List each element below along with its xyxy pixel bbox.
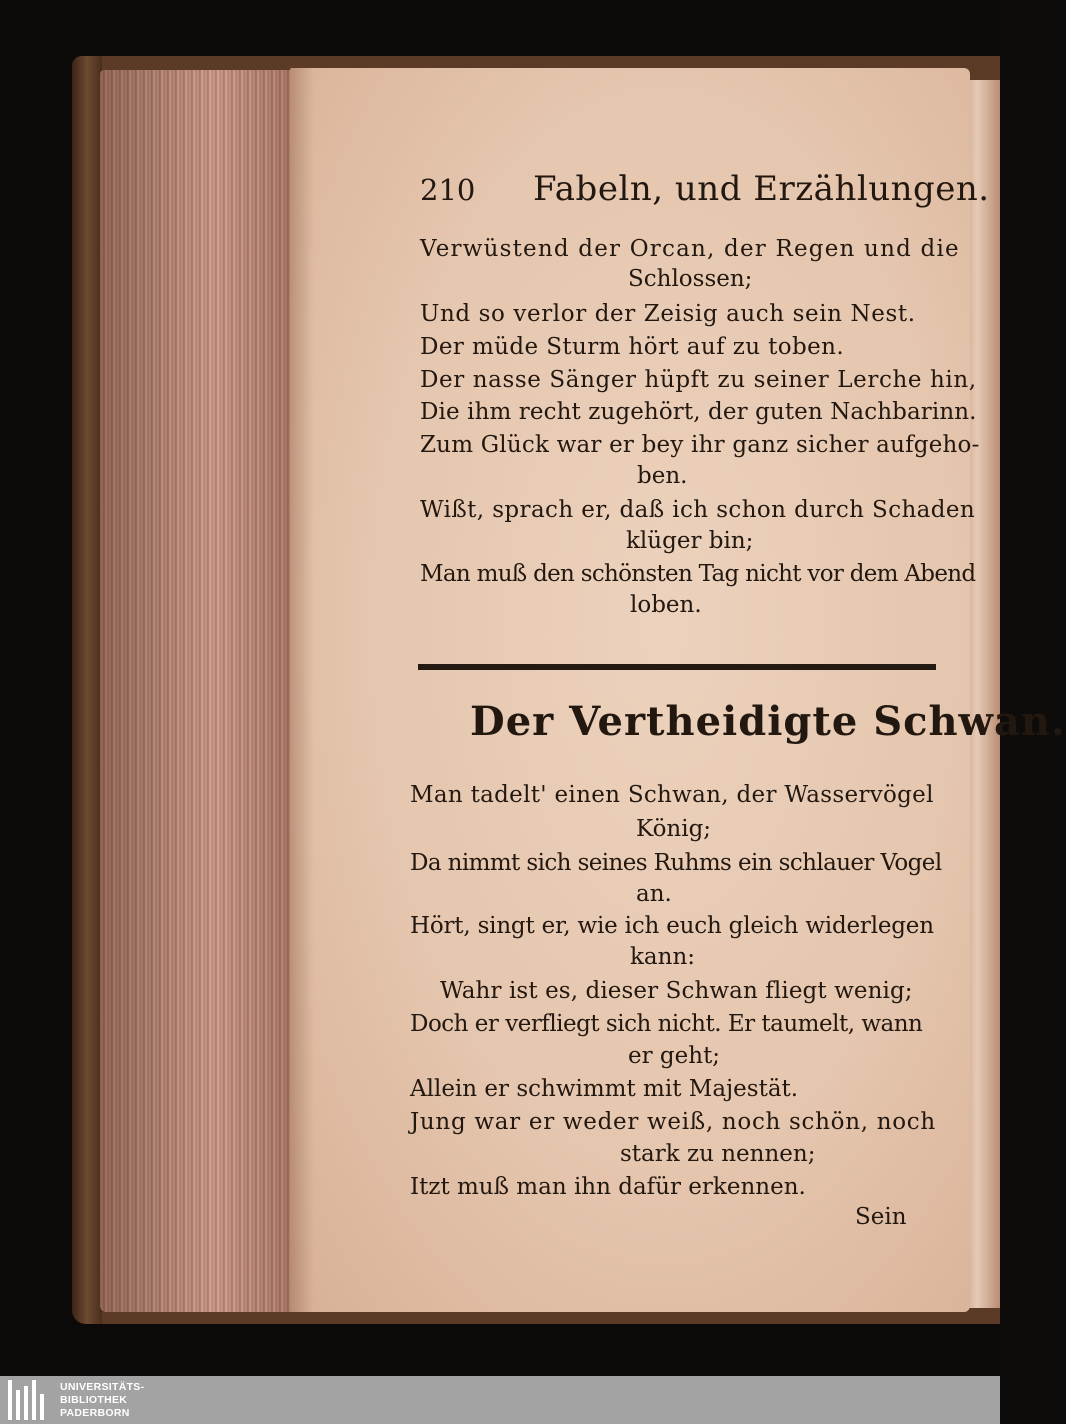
poem-line: Und so verlor der Zeisig auch sein Nest.: [420, 301, 916, 327]
catchword: Sein: [855, 1204, 907, 1230]
fable-line: Allein er schwimmt mit Majestät.: [410, 1076, 799, 1102]
fable-line: Itzt muß man ihn dafür erkennen.: [410, 1174, 806, 1200]
fable-line: kann:: [630, 944, 696, 970]
poem-line: klüger bin;: [626, 528, 754, 554]
library-name-line1: UNIVERSITÄTS-: [60, 1381, 145, 1393]
library-footer-bar: [0, 1376, 1000, 1424]
fable-line: Doch er verfliegt sich nicht. Er taumelt, wann: [410, 1011, 923, 1037]
fable-line: Jung war er weder weiß, noch schön, noch: [410, 1109, 936, 1135]
running-head: Fabeln, und Erzählungen.: [533, 169, 990, 209]
poem-line: Verwüstend der Orcan, der Regen und die: [420, 236, 960, 262]
poem-line: Wißt, sprach er, daß ich schon durch Schaden: [420, 497, 976, 523]
page-number: 210: [420, 173, 476, 207]
fable-line: Wahr ist es, dieser Schwan fliegt wenig;: [440, 978, 913, 1004]
poem-line: ben.: [637, 463, 688, 489]
page-edges: [100, 70, 292, 1312]
fable-line: an.: [636, 881, 672, 907]
poem-line: Zum Glück war er bey ihr ganz sicher aufgeho-: [420, 432, 980, 458]
fable-line: Da nimmt sich seines Ruhms ein schlauer Vogel: [410, 850, 942, 876]
section-title: Der Vertheidigte Schwan.: [470, 698, 1066, 745]
poem-line: Der nasse Sänger hüpft zu seiner Lerche hin,: [420, 367, 977, 393]
section-divider: [418, 664, 936, 670]
book-spine: [72, 56, 102, 1324]
poem-line: Schlossen;: [628, 266, 753, 292]
library-name-line2: BIBLIOTHEK: [60, 1394, 128, 1406]
poem-line: Der müde Sturm hört auf zu toben.: [420, 334, 845, 360]
fable-line: Hört, singt er, wie ich euch gleich widerlegen: [410, 913, 934, 939]
poem-line: loben.: [630, 592, 702, 618]
fable-line: er geht;: [628, 1043, 721, 1069]
fable-line: stark zu nennen;: [620, 1141, 816, 1167]
library-name-line3: PADERBORN: [60, 1407, 130, 1419]
page-gutter-shadow: [290, 68, 314, 1312]
fable-line: König;: [636, 816, 712, 842]
poem-line: Die ihm recht zugehört, der guten Nachbarinn.: [420, 399, 977, 425]
fable-line: Man tadelt' einen Schwan, der Wasservögel: [410, 782, 934, 808]
library-logo-icon: [6, 1380, 52, 1420]
poem-line: Man muß den schönsten Tag nicht vor dem Abend: [420, 561, 976, 587]
